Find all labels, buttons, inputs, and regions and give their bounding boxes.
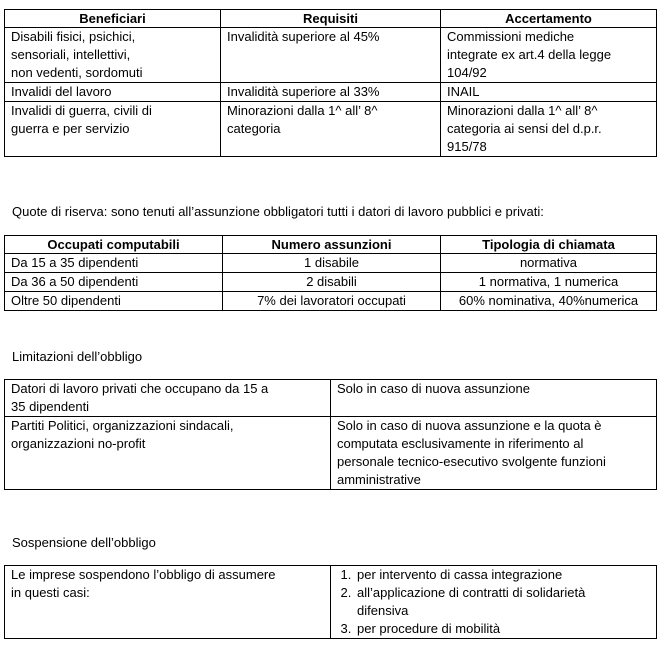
table-row xyxy=(5,254,657,273)
cell-numero: 7% dei lavoratori occupati xyxy=(223,292,441,311)
cell-casi xyxy=(331,566,657,639)
cell-numero: 1 disabile xyxy=(223,254,441,273)
table-header-row xyxy=(5,10,657,28)
cell-requisiti: Invalidità superiore al 45% xyxy=(221,28,441,83)
cell-accertamento: INAIL xyxy=(441,83,657,102)
quote-riserva-table xyxy=(4,235,657,311)
cell-beneficiari: Disabili fisici, psichici, sensoriali, intellettivi, non vedenti, sordomuti xyxy=(5,28,221,83)
casi-list xyxy=(337,566,650,638)
limitazioni-heading: Limitazioni dell’obbligo xyxy=(12,349,143,364)
beneficiari-table xyxy=(4,9,657,157)
limitazioni-table xyxy=(4,379,657,490)
table-row xyxy=(5,28,657,83)
list-item: 2. all’applicazione di contratti di solidarietà difensiva xyxy=(355,584,650,620)
header-tipologia: Tipologia di chiamata xyxy=(441,236,657,254)
cell-tipologia: 60% nominativa, 40%numerica xyxy=(441,292,657,311)
table-row xyxy=(5,102,657,157)
cell-numero: 2 disabili xyxy=(223,273,441,292)
cell-accertamento: Commissioni mediche integrate ex art.4 della legge 104/92 xyxy=(441,28,657,83)
cell-requisiti: Minorazioni dalla 1^ all’ 8^ categoria xyxy=(221,102,441,157)
header-beneficiari: Beneficiari xyxy=(5,10,221,28)
cell-occupati: Da 15 a 35 dipendenti xyxy=(5,254,223,273)
sospensione-heading: Sospensione dell’obbligo xyxy=(12,535,156,550)
table-row xyxy=(5,566,657,639)
cell-beneficiari: Invalidi del lavoro xyxy=(5,83,221,102)
table-row xyxy=(5,292,657,311)
sospensione-table xyxy=(4,565,657,639)
cell-occupati: Da 36 a 50 dipendenti xyxy=(5,273,223,292)
cell-soggetto: Datori di lavoro privati che occupano da 15 a 35 dipendenti xyxy=(5,380,331,417)
cell-condizione: Solo in caso di nuova assunzione xyxy=(331,380,657,417)
quote-di-riserva-text: Quote di riserva: sono tenuti all’assunzione obbligatori tutti i datori di lavoro pubblici e privati: xyxy=(12,204,544,219)
table-row xyxy=(5,273,657,292)
cell-soggetto: Partiti Politici, organizzazioni sindacali, organizzazioni no-profit xyxy=(5,417,331,490)
cell-condizione: Solo in caso di nuova assunzione e la quota è computata esclusivamente in riferimento al personale tecnico-esecutivo svolgente funzioni amministrative xyxy=(331,417,657,490)
cell-requisiti: Invalidità superiore al 33% xyxy=(221,83,441,102)
table-row xyxy=(5,380,657,417)
cell-tipologia: normativa xyxy=(441,254,657,273)
table-header-row xyxy=(5,236,657,254)
table-row xyxy=(5,83,657,102)
header-accertamento: Accertamento xyxy=(441,10,657,28)
header-numero-assunzioni: Numero assunzioni xyxy=(223,236,441,254)
cell-tipologia: 1 normativa, 1 numerica xyxy=(441,273,657,292)
cell-accertamento: Minorazioni dalla 1^ all’ 8^ categoria ai sensi del d.p.r. 915/78 xyxy=(441,102,657,157)
header-occupati: Occupati computabili xyxy=(5,236,223,254)
list-item: 1. per intervento di cassa integrazione xyxy=(355,566,650,584)
header-requisiti: Requisiti xyxy=(221,10,441,28)
cell-occupati: Oltre 50 dipendenti xyxy=(5,292,223,311)
list-item: 3. per procedure di mobilità xyxy=(355,620,650,638)
table-row xyxy=(5,417,657,490)
cell-imprese: Le imprese sospendono l’obbligo di assumere in questi casi: xyxy=(5,566,331,639)
cell-beneficiari: Invalidi di guerra, civili di guerra e per servizio xyxy=(5,102,221,157)
